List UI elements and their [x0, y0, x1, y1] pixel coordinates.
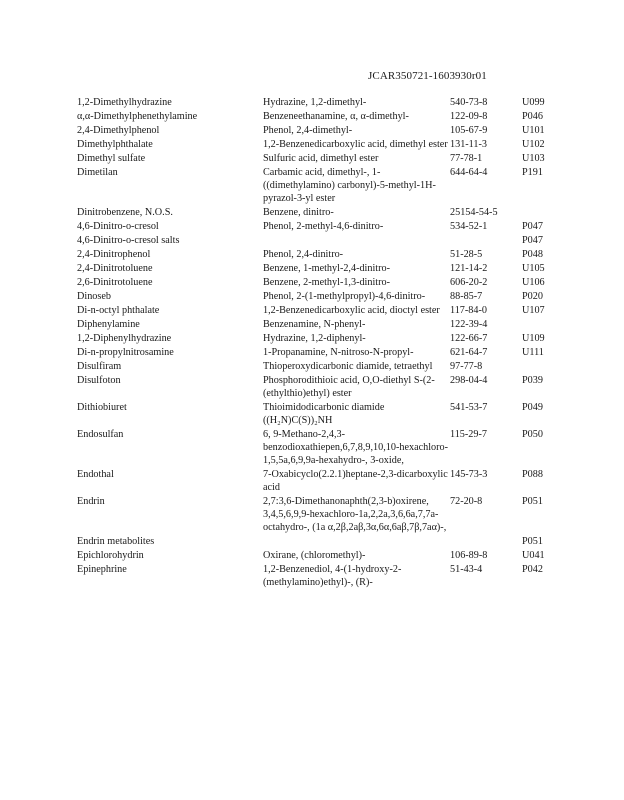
chemical-synonym: Hydrazine, 1,2-diphenyl- [263, 333, 366, 344]
substance-name: Dimethylphthalate [77, 139, 153, 150]
cas-number [450, 534, 522, 548]
table-row [77, 96, 567, 109]
chemical-synonym: 6, 9-Methano-2,4,3-benzodioxathiepen,6,7,8,9,10,10-hexachloro-1,5,5a,6,9,9a-hexahydro-, 3-oxide, [263, 429, 449, 466]
waste-code: P047 [522, 221, 543, 232]
waste-code: P048 [522, 249, 543, 260]
chemical-synonym: 1,2-Benzenedicarboxylic acid, dimethyl ester [263, 139, 448, 150]
chemical-synonym: Benzeneethanamine, α, α-dimethyl- [263, 111, 409, 122]
substance-name: Epichlorohydrin [77, 550, 144, 561]
substance-name: 2,4-Dimethylphenol [77, 125, 160, 136]
cas-number: 131-11-3 [450, 139, 487, 150]
table-row [77, 151, 567, 165]
cas-number: 72-20-8 [450, 496, 483, 507]
substance-name: Di-n-propylnitrosamine [77, 347, 174, 358]
cas-number: 145-73-3 [450, 469, 488, 480]
chemical-synonym: 7-Oxabicyclo(2.2.1)heptane-2,3-dicarboxylic acid [263, 469, 448, 493]
table-body [77, 96, 567, 589]
table-row [77, 247, 567, 261]
substance-name: Dinitrobenzene, N.O.S. [77, 207, 173, 218]
chemical-synonym: Oxirane, (chloromethyl)- [263, 550, 366, 561]
cas-number [450, 233, 522, 247]
chemical-synonym: 1,2-Benzenediol, 4-(1-hydroxy-2-(methylamino)ethyl)-, (R)- [263, 564, 402, 588]
chemical-synonym: 2,7:3,6-Dimethanonaphth(2,3-b)oxirene, 3,4,5,6,9,9-hexachloro-1a,2,2a,3,6,6a,7,7a-octahydro-, (1a α,2β,2aβ,3α,6α,6aβ,7β,7aα)-, [263, 496, 447, 533]
waste-code [522, 317, 567, 331]
waste-code: P047 [522, 235, 543, 246]
cas-number: 621-64-7 [450, 347, 488, 358]
waste-code: P020 [522, 291, 543, 302]
table-row [77, 261, 567, 275]
table-row [77, 548, 567, 562]
substance-name: 2,4-Dinitrophenol [77, 249, 151, 260]
substance-name: Dithiobiuret [77, 402, 127, 413]
table-row [77, 562, 567, 589]
chemical-synonym: 1,2-Benzenedicarboxylic acid, dioctyl ester [263, 305, 440, 316]
chemical-synonym: Phenol, 2,4-dimethyl- [263, 125, 353, 136]
waste-code: P051 [522, 496, 543, 507]
hazardous-waste-table [77, 96, 567, 589]
substance-name: Diphenylamine [77, 319, 140, 330]
substance-name: Endothal [77, 469, 114, 480]
waste-code: U111 [522, 347, 544, 358]
waste-code: U102 [522, 139, 545, 150]
substance-name: Disulfoton [77, 375, 121, 386]
table-row [77, 494, 567, 534]
chemical-synonym: Phenol, 2,4-dinitro- [263, 249, 344, 260]
table-row [77, 137, 567, 151]
chemical-synonym: Benzene, 2-methyl-1,3-dinitro- [263, 277, 391, 288]
cas-number: 534-52-1 [450, 221, 488, 232]
substance-name: Dimetilan [77, 167, 118, 178]
waste-code: U105 [522, 263, 545, 274]
waste-code: P046 [522, 111, 543, 122]
substance-name: α,α-Dimethylphenethylamine [77, 111, 198, 122]
chemical-synonym: Carbamic acid, dimethyl-, 1-((dimethylamino) carbonyl)-5-methyl-1H-pyrazol-3-yl ester [263, 167, 436, 204]
substance-name: 4,6-Dinitro-o-cresol salts [77, 235, 180, 246]
waste-code: U041 [522, 550, 545, 561]
substance-name: 4,6-Dinitro-o-cresol [77, 221, 159, 232]
cas-number: 106-89-8 [450, 550, 488, 561]
waste-code: U106 [522, 277, 545, 288]
chemical-synonym [263, 233, 450, 247]
table-row [77, 205, 567, 219]
cas-number: 117-84-0 [450, 305, 487, 316]
cas-number: 122-09-8 [450, 111, 488, 122]
cas-number: 606-20-2 [450, 277, 488, 288]
cas-number: 51-28-5 [450, 249, 483, 260]
substance-name: Endrin [77, 496, 105, 507]
chemical-synonym: 1-Propanamine, N-nitroso-N-propyl- [263, 347, 414, 358]
table-row [77, 427, 567, 467]
waste-code: P088 [522, 469, 543, 480]
substance-name: 1,2-Diphenylhydrazine [77, 333, 172, 344]
chemical-synonym: Thioperoxydicarbonic diamide, tetraethyl [263, 361, 433, 372]
waste-code: U099 [522, 97, 545, 108]
substance-name: Dimethyl sulfate [77, 153, 146, 164]
cas-number: 122-66-7 [450, 333, 488, 344]
chemical-synonym: Benzene, dinitro- [263, 207, 334, 218]
substance-name: Dinoseb [77, 291, 111, 302]
cas-number: 115-29-7 [450, 429, 487, 440]
waste-code: P191 [522, 167, 543, 178]
table-row [77, 345, 567, 359]
waste-code: P039 [522, 375, 543, 386]
table-row [77, 303, 567, 317]
chemical-synonym: Benzenamine, N-phenyl- [263, 319, 366, 330]
cas-number: 51-43-4 [450, 564, 483, 575]
chemical-synonym [263, 534, 450, 548]
chemical-synonym: Thioimidodicarbonic diamide ((H₂N)C(S))₂NH [263, 402, 385, 426]
document-id: JCAR350721-1603930r01 [368, 70, 487, 82]
waste-code: P051 [522, 536, 543, 547]
waste-code: P050 [522, 429, 543, 440]
cas-number: 298-04-4 [450, 375, 488, 386]
cas-number: 105-67-9 [450, 125, 488, 136]
chemical-synonym: Sulfuric acid, dimethyl ester [263, 153, 379, 164]
waste-code: U109 [522, 333, 545, 344]
chemical-synonym: Phenol, 2-(1-methylpropyl)-4,6-dinitro- [263, 291, 426, 302]
cas-number: 88-85-7 [450, 291, 483, 302]
cas-number: 97-77-8 [450, 361, 483, 372]
cas-number: 122-39-4 [450, 319, 488, 330]
table-row [77, 109, 567, 123]
chemical-synonym: Phenol, 2-methyl-4,6-dinitro- [263, 221, 384, 232]
table-row [77, 534, 567, 548]
table-row [77, 359, 567, 373]
substance-name: Epinephrine [77, 564, 127, 575]
waste-code: U107 [522, 305, 545, 316]
chemical-synonym: Benzene, 1-methyl-2,4-dinitro- [263, 263, 391, 274]
table-row [77, 373, 567, 400]
cas-number: 540-73-8 [450, 97, 488, 108]
cas-number: 541-53-7 [450, 402, 488, 413]
table-row [77, 275, 567, 289]
substance-name: 2,4-Dinitrotoluene [77, 263, 153, 274]
table-row [77, 400, 567, 427]
cas-number: 644-64-4 [450, 167, 488, 178]
waste-code: P049 [522, 402, 543, 413]
table-row [77, 123, 567, 137]
table-row [77, 317, 567, 331]
substance-name: 1,2-Dimethylhydrazine [77, 97, 172, 108]
cas-number: 121-14-2 [450, 263, 488, 274]
cas-number: 77-78-1 [450, 153, 483, 164]
substance-name: 2,6-Dinitrotoluene [77, 277, 153, 288]
substance-name: Disulfiram [77, 361, 122, 372]
waste-code [522, 205, 567, 219]
table-row [77, 233, 567, 247]
table-row [77, 165, 567, 205]
table-row [77, 467, 567, 494]
waste-code: U103 [522, 153, 545, 164]
chemical-synonym: Hydrazine, 1,2-dimethyl- [263, 97, 367, 108]
substance-name: Endosulfan [77, 429, 124, 440]
table-row [77, 331, 567, 345]
cas-number: 25154-54-5 [450, 207, 498, 218]
waste-code: U101 [522, 125, 545, 136]
chemical-synonym: Phosphorodithioic acid, O,O-diethyl S-(2-(ethylthio)ethyl) ester [263, 375, 435, 399]
substance-name: Di-n-octyl phthalate [77, 305, 160, 316]
substance-name: Endrin metabolites [77, 536, 155, 547]
waste-code [522, 359, 567, 373]
waste-code: P042 [522, 564, 543, 575]
table-row [77, 289, 567, 303]
table-row [77, 219, 567, 233]
